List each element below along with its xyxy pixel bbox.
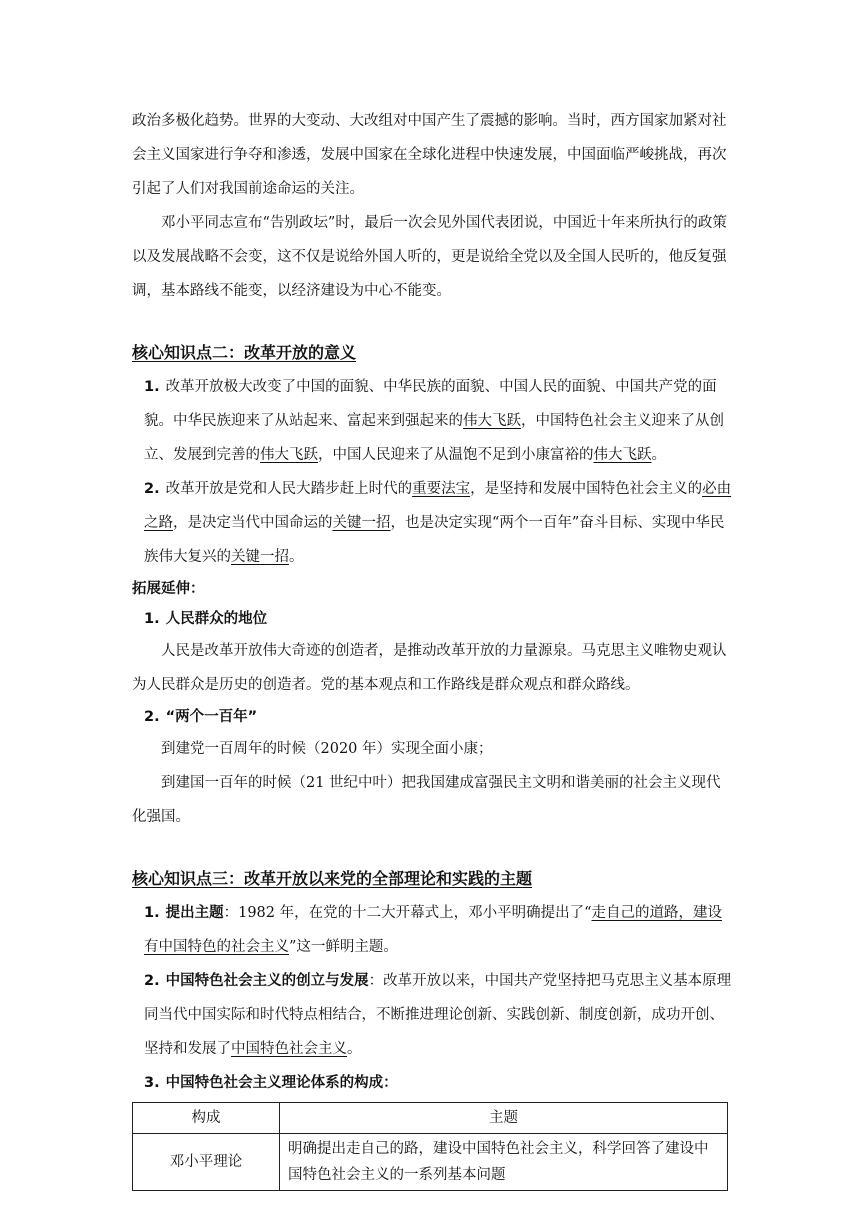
section-3-item-2 [132, 964, 732, 1066]
item-number: 2. [144, 973, 160, 989]
item-label: 中国特色社会主义的创立与发展 [165, 973, 369, 989]
item-number: 1. [144, 611, 160, 627]
underlined-term: 走自己的道路，建设有中国特色的社会主义 [144, 905, 723, 955]
section-2-heading: 核心知识点二：改革开放的意义 [132, 343, 357, 362]
theory-system-table [132, 1102, 728, 1191]
text-run: ，也是决定实现“两个一百年”奋斗目标、实现中华民族伟大复兴的 [144, 515, 725, 565]
text-run: ：1982 年，在党的十二大开幕式上，邓小平明确提出了“ [223, 905, 592, 921]
text-run: ：改革开放以来，中国共产党坚持把马克思主义基本原理同当代中国实际和时代特点相结合，不断推进理论创新、实践创新、制度创新，成功开创、坚持和发展了 [144, 973, 732, 1057]
extension-paragraph-2a: 到建党一百周年的时候（2020 年）实现全面小康； [161, 741, 493, 757]
intro-paragraph-1: 政治多极化趋势。世界的大变动、大改组对中国产生了震撼的影响。当时，西方国家加紧对社会主义国家进行争夺和渗透，发展中国家在全球化进程中快速发展，中国面临严峻挑战，再次引起了人们对我国前途命运的关注。 [132, 113, 727, 197]
extension-subheading-2 [132, 702, 732, 732]
text-run: 。 [651, 447, 666, 463]
section-3-item-3 [132, 1066, 732, 1100]
item-number: 2. [144, 709, 160, 725]
text-run: ，中国特色社会主义迎来了从创立、发展到完善的 [144, 413, 724, 463]
extension-paragraph-2b: 到建国一百年的时候（21 世纪中叶）把我国建成富强民主文明和谐美丽的社会主义现代化强国。 [132, 775, 721, 825]
text-run: 。 [289, 549, 304, 565]
underlined-term: 伟大飞跃 [260, 447, 318, 463]
extension-subheading-1 [132, 604, 732, 634]
extension-paragraph-1: 人民是改革开放伟大奇迹的创造者，是推动改革开放的力量源泉。马克思主义唯物史观认为人民群众是历史的创造者。党的基本观点和工作路线是群众观点和群众路线。 [132, 643, 727, 693]
text-run: ”这一鲜明主题。 [289, 939, 398, 955]
item-number: 2. [144, 481, 160, 497]
item-number: 1. [144, 905, 160, 921]
text-run: 改革开放极大改变了中国的面貌、中华民族的面貌、中国人民的面貌、中国共产党的面貌。中华民族迎来了从站起来、富起来到强起来的 [144, 379, 717, 429]
section-3-heading: 核心知识点三：改革开放以来党的全部理论和实践的主题 [132, 869, 533, 888]
item-number: 3. [144, 1075, 160, 1091]
spacer [132, 308, 732, 336]
underlined-term: 必由之路 [144, 481, 732, 531]
document-body [132, 104, 732, 1191]
text-run: 。 [347, 1041, 362, 1057]
underlined-term: 关键一招 [332, 515, 391, 531]
table-cell: 明确提出走自己的路，建设中国特色社会主义，科学回答了建设中国特色社会主义的一系列基本问题 [280, 1134, 728, 1191]
item-number: 1. [144, 379, 160, 395]
item-label: 中国特色社会主义理论体系的构成： [165, 1075, 398, 1091]
section-3-item-1 [132, 896, 732, 964]
underlined-term: 重要法宝 [412, 481, 471, 497]
table-cell: 邓小平理论 [133, 1134, 280, 1191]
table-header-row [133, 1103, 728, 1134]
section-2-item-2 [132, 472, 732, 574]
subheading-text: “两个一百年” [165, 709, 258, 725]
text-run: ，是决定当代中国命运的 [173, 515, 333, 531]
table-row [133, 1134, 728, 1191]
underlined-term: 关键一招 [231, 549, 289, 565]
spacer [132, 834, 732, 862]
text-run: 改革开放是党和人民大踏步赶上时代的 [165, 481, 413, 497]
underlined-term: 伟大飞跃 [463, 413, 521, 429]
text-run: ，是坚持和发展中国特色社会主义的 [470, 481, 703, 497]
intro-paragraph-2: 邓小平同志宣布“告别政坛”时，最后一次会见外国代表团说，中国近十年来所执行的政策以及发展战略不会变，这不仅是说给外国人听的，更是说给全党以及全国人民听的，他反复强调，基本路线不能变，以经济建设为中心不能变。 [132, 215, 727, 299]
table-header-cell: 主题 [280, 1103, 728, 1134]
table-header-cell: 构成 [133, 1103, 280, 1134]
extension-label: 拓展延伸： [132, 581, 205, 597]
item-label: 提出主题 [165, 905, 224, 921]
subheading-text: 人民群众的地位 [165, 611, 268, 627]
text-run: ，中国人民迎来了从温饱不足到小康富裕的 [318, 447, 594, 463]
underlined-term: 伟大飞跃 [593, 447, 652, 463]
underlined-term: 中国特色社会主义 [231, 1041, 347, 1057]
section-2-item-1 [132, 370, 732, 472]
